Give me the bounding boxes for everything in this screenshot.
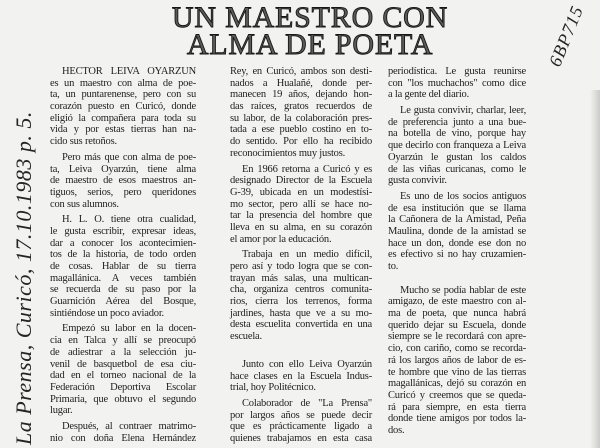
text-line: Maulina, donde de la amistad se: [388, 225, 526, 237]
text-line: En 1966 retorna a Curicó y es: [242, 163, 372, 175]
text-line: quienes trabajamos en esta casa: [230, 432, 372, 444]
text-line: el amor por la educación.: [230, 233, 332, 245]
paragraph: [388, 191, 526, 273]
text-line: ta, un puntarenense, pero con su: [50, 89, 196, 101]
text-line: tada a ese pueblo costino en to-: [230, 124, 372, 136]
text-line: cia en Talca y allí se preocupó: [50, 335, 196, 347]
text-line: Después, al contraer matrimo-: [62, 420, 196, 432]
text-line: sintiéndose un poco aviador.: [50, 307, 164, 319]
text-line: por largos años se puede decir: [230, 409, 372, 421]
paragraph: [230, 359, 372, 394]
text-line: to.: [388, 261, 399, 272]
text-line: con sus alumnos.: [50, 198, 119, 210]
text-line: trayan más salas, una multican-: [230, 272, 372, 284]
paragraph: [50, 152, 196, 210]
text-line: Empezó su labor en la docen-: [62, 323, 196, 335]
text-line: rá los largos años de labor de es-: [388, 354, 526, 366]
text-line: rios, cierra los terrenos, forma: [230, 296, 372, 308]
text-line: que decirlo con franqueza a Leiva: [388, 140, 526, 152]
text-line: hace clases en la Escuela Indus-: [230, 370, 372, 382]
text-line: lleva en su alma, en su corazón: [230, 221, 372, 233]
text-line: Rey, en Curicó, ambos son desti-: [230, 66, 372, 77]
text-line: Le gusta convivir, charlar, leer,: [400, 105, 526, 117]
text-line: de maestro de esos maestros an-: [50, 175, 196, 187]
text-line: la Cañonera de la Amistad, Peña: [388, 214, 526, 226]
text-line: Junto con ello Leiva Oyarzún: [242, 358, 372, 370]
text-line: ta, Leiva Oyarzún, tiene alma: [50, 163, 196, 175]
text-line: Guarnición Aérea del Bosque,: [50, 296, 196, 308]
paragraph: [230, 164, 372, 246]
text-line: hace un don, donde ese don no: [388, 237, 526, 249]
paragraph: [50, 214, 196, 319]
text-line: Pero más que con alma de poe-: [62, 151, 196, 163]
text-line: gusta convivir.: [388, 175, 447, 187]
text-line: de las viñas curicanas, como le: [388, 163, 526, 175]
headline-line-1: UN MAESTRO CON: [171, 1, 449, 34]
text-line: cido sus retoños.: [50, 136, 117, 148]
text-line: dar a conocer los acontecimien-: [50, 237, 196, 249]
text-line: te hombre que vino de las tierras: [388, 366, 526, 378]
text-line: na botella de vino, porque hay: [388, 128, 526, 140]
text-line: reconocimientos muy justos.: [230, 147, 346, 159]
text-line: ma de poeta, que nunca habrá: [388, 308, 526, 320]
text-line: dos.: [388, 424, 405, 436]
text-line: amigazo, de este maestro con al-: [388, 296, 526, 308]
text-line: mo sector, pero allí se hace no-: [230, 198, 372, 210]
text-line: de esa institución que se llama: [388, 202, 526, 214]
text-line: es efectivo si no hay cruzamien-: [388, 249, 526, 261]
text-line: Primaria, que obtuvo el segundo: [50, 393, 196, 405]
text-line: jardines, hasta que ve a su mo-: [230, 307, 372, 319]
text-line: Colaborador de "La Prensa": [242, 397, 372, 409]
paragraph: [50, 323, 196, 417]
paragraph: [388, 66, 526, 101]
text-line: do sentido. Por ello ha recibido: [230, 136, 372, 148]
handwritten-catalog-mark: 6BP715: [544, 2, 588, 70]
paragraph: [230, 249, 372, 343]
text-line: corazón puesto en Curicó, donde: [50, 101, 196, 113]
text-line: tos de la historia, de todo orden: [50, 249, 196, 261]
paragraph: [388, 105, 526, 187]
paragraph: [230, 398, 372, 445]
text-line: querido dejar su Escuela, donde: [388, 319, 526, 331]
text-line: Mucho se podía hablar de este: [400, 284, 526, 296]
text-line: magallánica. A veces también: [50, 272, 196, 284]
text-line: dad en el torneo nacional de la: [50, 370, 196, 382]
handwritten-source-note: La Prensa, Curicó, 17.10.1983 p. 5.: [11, 111, 36, 445]
text-line: es un maestro con alma de poe-: [50, 77, 196, 89]
text-line: se recuerda de su paso por la: [50, 284, 196, 296]
scan-edge-shadow: [590, 90, 600, 448]
text-line: tar la presencia del hombre que: [230, 210, 372, 222]
text-line: vida y por estas tierras han na-: [50, 124, 196, 136]
text-line: tiguos, serios, pero queridones: [50, 186, 196, 198]
text-line: de adiestrar a la selección ju-: [50, 346, 196, 358]
text-line: trial, hoy Politécnico.: [230, 382, 316, 394]
text-line: das raíces, gratos recuerdos de: [230, 101, 372, 113]
text-line: de preferencia junto a una bue-: [388, 116, 526, 128]
text-line: manecen 19 años, dejando hon-: [230, 89, 372, 101]
text-line: que es prácticamente ligado a: [230, 421, 372, 433]
text-line: eligió la compañera para toda su: [50, 112, 196, 124]
paragraph: [230, 66, 372, 160]
text-line: su labor, de la colaboración pres-: [230, 112, 372, 124]
paragraph: [50, 66, 196, 148]
text-line: magallánicas, dejó su corazón en: [388, 378, 526, 390]
text-line: cio, con cariño, como se recorda-: [388, 343, 526, 355]
text-line: de cosas. Hablar de su tierra: [50, 261, 196, 272]
text-line: nio con doña Elena Hernández: [50, 432, 196, 444]
text-line: Trabaja en un medio difícil,: [242, 249, 372, 261]
text-line: a la gente del diario.: [388, 89, 470, 101]
paragraph: [50, 421, 196, 444]
headline-line-2: ALMA DE POETA: [186, 28, 434, 61]
text-line: rá para siempre, en esta tierra: [388, 401, 526, 413]
paragraph: [388, 285, 526, 437]
text-line: designado Director de la Escuela: [230, 175, 372, 187]
text-line: Oyarzún le gustan los caldos: [388, 151, 526, 163]
headline: [110, 1, 510, 61]
text-line: H. L. O. tiene otra cualidad,: [62, 214, 196, 226]
article-column: [230, 66, 372, 445]
text-line: G-39, ubicada en un modestísi-: [230, 186, 372, 198]
text-line: cha, organiza centros comunita-: [230, 284, 372, 296]
text-line: escuela.: [230, 331, 262, 343]
text-line: le gusta escribir, expresar ideas,: [50, 225, 196, 237]
text-line: Curicó y creemos que se queda-: [388, 389, 526, 401]
article-column: [388, 66, 526, 437]
text-line: donde tiene amigos por todos la-: [388, 413, 526, 425]
article-column: [50, 66, 196, 444]
text-line: HECTOR LEIVA OYARZUN: [62, 66, 196, 77]
text-line: desta escuelita convertida en una: [230, 319, 372, 331]
text-line: siempre se le recordará con apre-: [388, 331, 526, 343]
text-line: con "los muchachos" como dice: [388, 77, 526, 89]
text-line: Es uno de los socios antiguos: [400, 190, 526, 202]
text-line: periodística. Le gusta reunirse: [388, 66, 526, 77]
text-line: venil de basquetbol de esa ciu-: [50, 358, 196, 370]
text-line: Federación Deportiva Escolar: [50, 381, 196, 393]
text-line: lugar.: [50, 405, 73, 417]
text-line: nados a Hualañé, donde per-: [230, 77, 372, 89]
text-line: pero así y todo logra que se con-: [230, 261, 372, 272]
